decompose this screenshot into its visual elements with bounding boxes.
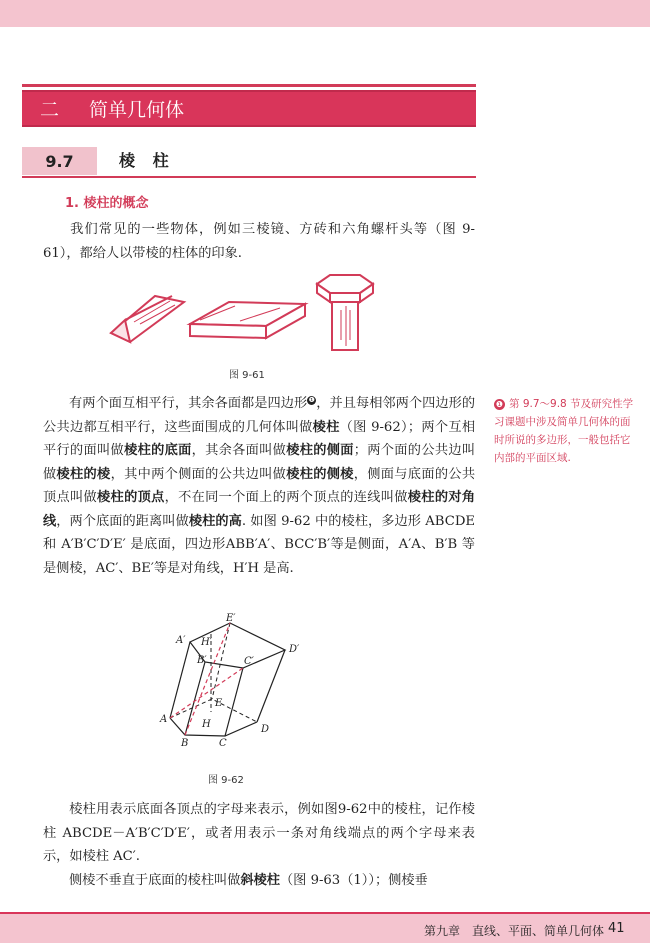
top-band xyxy=(0,0,650,27)
term-vertex: 棱柱的顶点 xyxy=(97,490,165,505)
paragraph-oblique: 侧棱不垂直于底面的棱柱叫做斜棱柱（图 9-63（1））；侧棱垂 xyxy=(69,873,428,888)
diagonals xyxy=(170,623,243,735)
section-title: 棱 柱 xyxy=(119,151,175,170)
paragraph-definition: 有两个面互相平行，其余各面都是四边形❶，并且每相邻两个四边形的公共边都互相平行，这些面围成的几何体叫做棱柱（图 9-62）；两个互相平行的面叫做棱柱的底面，其余各面叫做棱柱的侧面；两个面的公共边叫做棱柱的棱，其中两个侧面的公共边叫做棱柱的侧棱，侧面与底面的公共顶点叫做棱柱的顶点，不在同一个面上的两个顶点的连线叫做棱柱的对角线，两个底面的距离叫做棱柱的高. 如图 9-62 中的棱柱，多边形 ABCDE 和 A′B′C′D′E′ 是底面，四边形ABB′A′、BCC′B′等是侧面，A′A、B′B 等是侧棱，AC′、BE′等是对角线，H′H 是高. xyxy=(43,395,476,576)
label-H1: H′ xyxy=(201,637,212,648)
label-B1: B′ xyxy=(197,655,207,666)
subsection-heading: 1. 棱柱的概念 xyxy=(65,196,149,211)
page-footer xyxy=(0,912,650,943)
term-lateral-face: 棱柱的侧面 xyxy=(286,443,354,458)
term-base: 棱柱的底面 xyxy=(124,443,192,458)
section-number: 9.7 xyxy=(22,147,97,175)
label-B: B xyxy=(181,738,189,749)
side-note-text: 第 9.7～9.8 节及研究性学习课题中涉及简单几何体的面时所说的多边形，一般包括它内部的平面区域. xyxy=(494,398,634,464)
term-diagonal: 棱柱的对角线 xyxy=(43,490,476,529)
paragraph-notation xyxy=(43,798,475,869)
label-E: E xyxy=(215,698,223,709)
footer-chapter: 第九章 直线、平面、简单几何体 xyxy=(424,924,605,938)
paragraph-intro xyxy=(43,218,475,265)
label-E1: E′ xyxy=(226,613,236,624)
label-D: D xyxy=(261,724,270,735)
triangular-prism-illustration xyxy=(111,296,184,342)
label-D1: D′ xyxy=(289,644,300,655)
paragraph-notation-text: 棱柱用表示底面各顶点的字母来表示，例如图9-62中的棱柱，记作棱柱 ABCDE－A′B′C′D′E′，或者用表示一条对角线端点的两个字母来表示，如棱柱 AC′. xyxy=(43,802,475,864)
term-prism: 棱柱 xyxy=(312,419,340,435)
chapter-number: 二 xyxy=(40,99,60,121)
label-C1: C′ xyxy=(244,656,254,667)
label-C: C xyxy=(219,738,227,749)
side-note xyxy=(494,395,640,467)
figure-9-61-caption: 图 9-61 xyxy=(229,370,265,381)
figure-9-62-caption: 图 9-62 xyxy=(208,775,244,786)
term-edge: 棱柱的棱 xyxy=(56,466,111,482)
hex-bolt-illustration xyxy=(317,275,373,350)
prism-edges xyxy=(170,623,285,736)
chapter-top-rule xyxy=(22,84,476,87)
section-underline xyxy=(22,176,476,178)
side-note-marker: ❶ xyxy=(495,400,504,409)
label-A: A xyxy=(160,714,168,725)
term-oblique-prism: 斜棱柱 xyxy=(240,873,280,888)
paragraph-intro-text: 我们常见的一些物体，例如三棱镜、方砖和六角螺杆头等（图 9-61），都给人以带棱的柱体的印象. xyxy=(43,222,475,261)
footnote-marker: ❶ xyxy=(308,395,315,404)
chapter-title: 简单几何体 xyxy=(89,99,185,121)
term-lateral-edge: 棱柱的侧棱 xyxy=(286,466,354,482)
chapter-heading xyxy=(22,90,476,127)
section-heading xyxy=(22,147,476,175)
label-A1: A′ xyxy=(176,635,186,646)
page-number: 41 xyxy=(608,921,625,936)
vertex-labels xyxy=(159,613,300,749)
term-height: 棱柱的高 xyxy=(188,513,242,529)
hidden-edges xyxy=(170,623,257,722)
brick-illustration xyxy=(190,302,305,338)
label-H: H xyxy=(202,719,211,730)
